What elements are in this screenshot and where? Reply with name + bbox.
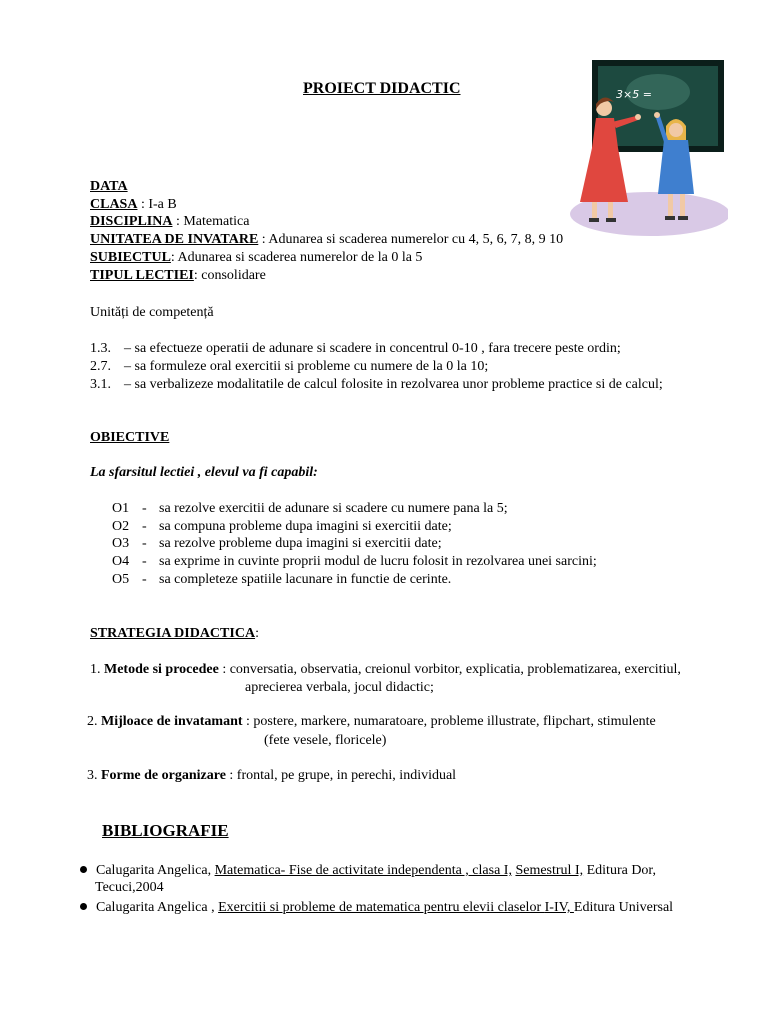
obiectiv-text: sa rezolve exercitii de adunare si scadere cu numere pana la 5; bbox=[159, 501, 508, 516]
tipul-label: TIPUL LECTIEI bbox=[90, 268, 194, 283]
teacher-chalkboard-illustration bbox=[558, 56, 728, 246]
bibliografie-author: Calugarita Angelica , bbox=[96, 900, 219, 915]
obiectiv-code: O1 bbox=[112, 501, 130, 516]
data-label: DATA bbox=[90, 179, 128, 194]
obiectiv-text: sa compuna probleme dupa imagini si exercitii date; bbox=[159, 519, 452, 534]
bibliografie-heading: BIBLIOGRAFIE bbox=[102, 821, 229, 840]
bibliografie-publisher: Editura Dor, bbox=[583, 863, 657, 878]
obiectiv-code: O5 bbox=[112, 572, 130, 587]
competenta-text: – sa efectueze operatii de adunare si scadere in concentrul 0-10 , fara trecere peste ordin; bbox=[124, 341, 621, 356]
bullet-icon bbox=[80, 866, 87, 873]
unitatea-line bbox=[90, 231, 563, 249]
bibliografie-author: Calugarita Angelica, bbox=[96, 863, 215, 878]
competente-heading: Unități de competență bbox=[90, 305, 214, 320]
disciplina-line bbox=[90, 213, 249, 231]
subiectul-line bbox=[90, 249, 422, 267]
metode-number: 1. bbox=[90, 662, 104, 677]
obiective-heading: OBIECTIVE bbox=[90, 430, 170, 445]
clasa-line bbox=[90, 196, 177, 214]
obiective-intro: La sfarsitul lectiei , elevul va fi capabil: bbox=[90, 465, 318, 480]
mijloace-continuation: (fete vesele, floricele) bbox=[264, 733, 387, 748]
competenta-item bbox=[90, 376, 663, 394]
tipul-value: : consolidare bbox=[193, 268, 266, 283]
board-text: 3×5 = bbox=[616, 88, 652, 101]
competenta-number: 2.7. bbox=[90, 359, 111, 374]
mijloace-label: Mijloace de invatamant bbox=[101, 714, 243, 729]
tipul-line bbox=[90, 267, 266, 285]
bullet-icon bbox=[80, 903, 87, 910]
unitatea-label: UNITATEA DE INVATARE bbox=[90, 232, 259, 247]
obiectiv-code: O2 bbox=[112, 519, 130, 534]
metode-line bbox=[90, 661, 681, 679]
competenta-number: 1.3. bbox=[90, 341, 111, 356]
obiectiv-text: sa rezolve probleme dupa imagini si exercitii date; bbox=[159, 536, 442, 551]
bibliografie-item bbox=[80, 899, 673, 917]
mijloace-line bbox=[87, 713, 656, 731]
obiectiv-item: O4 - sa exprime in cuvinte proprii modul de lucru folosit in rezolvarea unei sarcini; bbox=[112, 554, 597, 569]
obiectiv-item: O3 - sa rezolve probleme dupa imagini si exercitii date; bbox=[112, 536, 442, 551]
unitatea-value: : Adunarea si scaderea numerelor cu 4, 5, 6, 7, 8, 9 10 bbox=[258, 232, 564, 247]
obiectiv-item: O2 - sa compuna probleme dupa imagini si exercitii date; bbox=[112, 519, 452, 534]
bibliografie-publisher: Editura Universal bbox=[573, 900, 674, 915]
obiectiv-item: O5 - sa completeze spatiile lacunare in functie de cerinte. bbox=[112, 572, 452, 587]
competenta-item bbox=[90, 340, 621, 358]
obiectiv-code: O4 bbox=[112, 554, 130, 569]
metode-continuation: aprecierea verbala, jocul didactic; bbox=[245, 680, 434, 695]
competenta-number: 3.1. bbox=[90, 377, 111, 392]
forme-label: Forme de organizare bbox=[101, 768, 226, 783]
obiectiv-item: O1 - sa rezolve exercitii de adunare si scadere cu numere pana la 5; bbox=[112, 501, 508, 516]
competenta-text: – sa verbalizeze modalitatile de calcul folosite in rezolvarea unor probleme practice si de calcul; bbox=[124, 377, 663, 392]
obiectiv-text: sa exprime in cuvinte proprii modul de lucru folosit in rezolvarea unei sarcini; bbox=[159, 554, 597, 569]
mijloace-value: : postere, markere, numaratoare, probleme illustrate, flipchart, stimulente bbox=[242, 714, 656, 729]
bibliografie-item bbox=[80, 862, 656, 880]
bibliografie-volume: I-IV, bbox=[544, 900, 574, 915]
strategia-heading-line bbox=[90, 625, 259, 643]
subiectul-label: SUBIECTUL bbox=[90, 250, 171, 265]
forme-line bbox=[87, 767, 456, 785]
metode-label: Metode si procedee bbox=[104, 662, 219, 677]
bibliografie-continuation: Tecuci,2004 bbox=[95, 880, 164, 895]
mijloace-number: 2. bbox=[87, 714, 101, 729]
bibliografie-title: Matematica- Fise de activitate independenta , clasa I, bbox=[214, 863, 512, 878]
bibliografie-volume: Semestrul I, bbox=[515, 863, 584, 878]
disciplina-value: : Matematica bbox=[172, 214, 250, 229]
obiectiv-text: sa completeze spatiile lacunare in functie de cerinte. bbox=[159, 572, 452, 587]
disciplina-label: DISCIPLINA bbox=[90, 214, 173, 229]
bibliografie-title: Exercitii si probleme de matematica pentru elevii claselor bbox=[218, 900, 545, 915]
clasa-label: CLASA bbox=[90, 197, 138, 212]
obiectiv-code: O3 bbox=[112, 536, 130, 551]
strategia-heading: STRATEGIA DIDACTICA bbox=[90, 626, 256, 641]
forme-value: : frontal, pe grupe, in perechi, individual bbox=[225, 768, 457, 783]
competenta-item bbox=[90, 358, 488, 376]
forme-number: 3. bbox=[87, 768, 101, 783]
page-title: PROIECT DIDACTIC bbox=[303, 80, 461, 97]
clasa-value: : I-a B bbox=[137, 197, 177, 212]
subiectul-value: : Adunarea si scaderea numerelor de la 0 la 5 bbox=[170, 250, 423, 265]
strategia-heading-suffix: : bbox=[255, 626, 259, 641]
competenta-text: – sa formuleze oral exercitii si probleme cu numere de la 0 la 10; bbox=[124, 359, 489, 374]
metode-value: : conversatia, observatia, creionul vorbitor, explicatia, problematizarea, exercitiul, bbox=[218, 662, 681, 677]
